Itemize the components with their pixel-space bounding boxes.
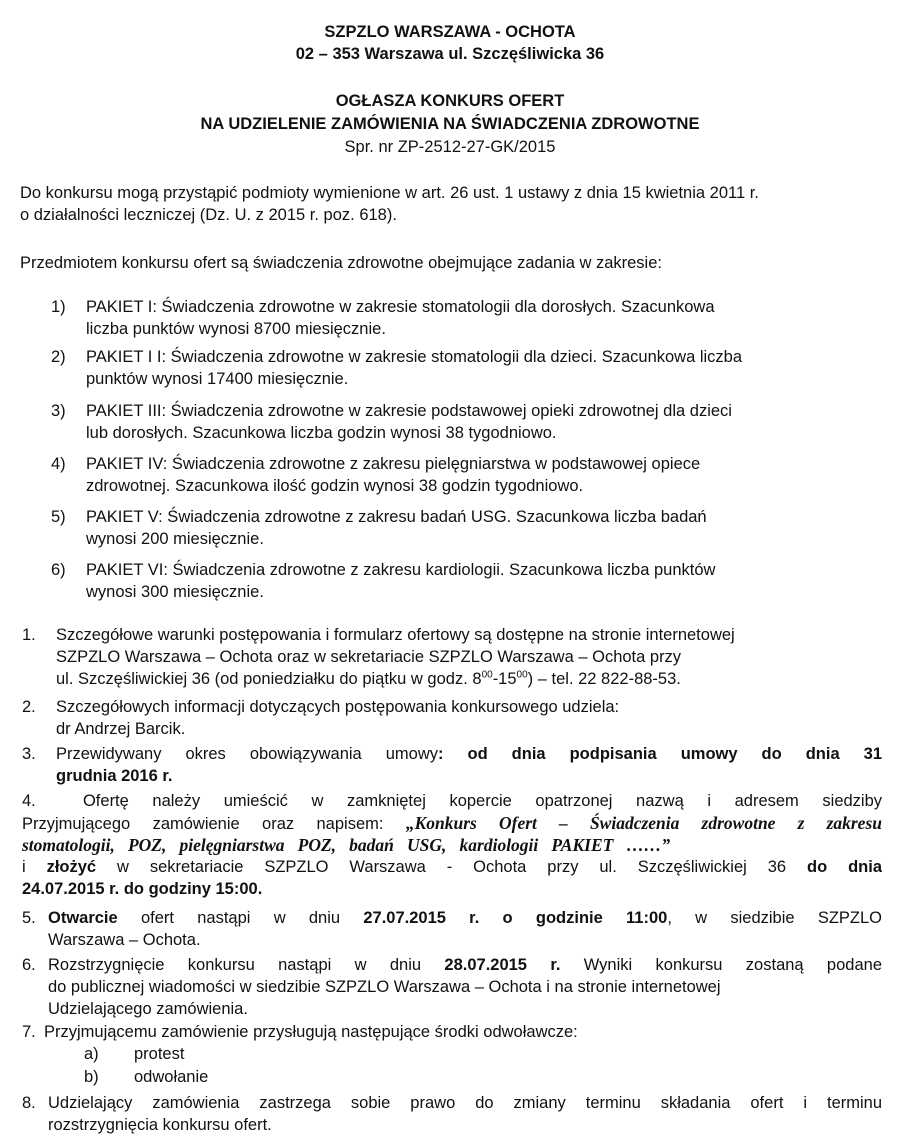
announcement-title: OGŁASZA KONKURS OFERT xyxy=(335,92,565,110)
case-reference: Spr. nr ZP-2512-27-GK/2015 xyxy=(344,138,556,156)
condition-text: Rozstrzygnięcie konkursu nastąpi w dniu 28.07.2015 r. Wyniki konkursu zostaną podane do publicznej wiadomości w siedzibie SZPZLO Warszawa – Ochota i na stronie internetowej Udzielającego zamówienia. xyxy=(48,956,882,1018)
org-name: SZPZLO WARSZAWA - OCHOTA xyxy=(324,23,576,41)
condition-text: Szczegółowych informacji dotyczących postępowania konkursowego udziela: dr Andrzej Barcik. xyxy=(56,698,620,738)
document-page: SZPZLO WARSZAWA - OCHOTA 02 – 353 Warszawa ul. Szczęśliwicka 36 OGŁASZA KONKURS OFERT NA UDZIELENIE ZAMÓWIENIA NA ŚWIADCZENIA ZDROWOTNE Spr. nr ZP-2512-27-GK/2015 Do konkursu mogą przystąpić podmioty wymienione w art. 26 ust. 1 ustawy z dnia 15 kwietnia 2011 r. o działalności leczniczej (Dz. U. z 2015 r. poz. 618). Przedmiotem konkursu ofert są świadczenia zdrowotne obejmujące zadania w zakresie: 1) PAKIET I: Świadczenia zdrowotne w zakresie stomatologii dla dorosłych. Szacunkowa liczba punktów wynosi 8700 miesięcznie. 2) PAKIET I I: Świadczenia zdrowotne w zakresie stomatologii dla dzieci. Szacunkowa liczba punktów wynosi 17400 miesięcznie. 3) PAKIET III: Świadczenia zdrowotne w zakresie podstawowej opieki zdrowotnej dla dzieci lub dorosłych. Szacunkowa liczba godzin wynosi 38 tygodniowo. 4) PAKIET IV: Świadczenia zdrowotne z zakresu pielęgniarstwa w podstawowej opiece zdrowotnej. Szacunkowa ilość godzin wynosi 38 godzin tygodniowo. 5) PAKIET V: Świadczenia zdrowotne z zakresu badań USG. Szacunkowa liczba badań wynosi 200 miesięcznie. 6) PAKIET VI: Świadczenia zdrowotne z zakresu kardiologii. Szacunkowa liczba punktów wynosi 300 miesięcznie. 1. Szczegółowe warunki postępowania i formularz ofertowy są dostępne na stronie internetowej SZPZLO Warszawa – Ochota oraz w sekretariacie SZPZLO Warszawa – Ochota przy ul. Szczęśliwickiej 36 (od poniedziałku do piątku w godz. $8^{00}-15^{00}$) – tel. 22 822-88-53. 2. Szczegółowych informacji dotyczących postępowania konkursowego udziela: dr Andrzej Barcik. 3. Przewidywany okres obowiązywania umowy: od dnia podpisania umowy do dnia 31 grudnia 2016 r. 4. Ofertę należy umieścić w zamkniętej kopercie opatrzonej nazwą i adresem siedziby Przyjmującego zamówienie oraz napisem: „Konkurs Ofert – Świadczenia zdrowotne z zakresu stomatologii, POZ, pielęgniarstwa POZ, badań USG, kardiologii PAKIET ……” i złożyć w sekretariacie SZPZLO Warszawa - Ochota przy ul. Szczęśliwickiej 36 do dnia 24.07.2015 r. do godziny 15:00. 5. Otwarcie ofert nastąpi w dniu 27.07.2015 r. o godzinie 11:00, w siedzibie SZPZLO Warszawa – Ochota. 6. Rozstrzygnięcie konkursu nastąpi w dniu 28.07.2015 r. Wyniki konkursu zostaną podane do publicznej wiadomości w siedzibie SZPZLO Warszawa – Ochota i na stronie internetowej Udzielającego zamówienia. 7. Przyjmującemu zamówienie przysługują następujące środki odwoławcze: a) protest b) odwołanie 8. Udzielający zamówienia zastrzega sobie prawo do zmiany terminu składania ofert i terminu rozstrzygnięcia konkursu ofert. xyxy=(0,0,900,1142)
condition-text: 4. Ofertę należy umieścić w zamkniętej kopercie opatrzonej nazwą i adresem siedziby Przyjmującego zamówienie oraz napisem: „Konkurs Ofert – Świadczenia zdrowotne z zakresu stomatologii, POZ, pielęgniarstwa POZ, badań USG, kardiologii PAKIET ……” i złożyć w sekretariacie SZPZLO Warszawa - Ochota przy ul. Szczęśliwickiej 36 do dnia 24.07.2015 r. do godziny 15:00. xyxy=(22,792,882,898)
remedy-appeal: odwołanie xyxy=(134,1068,209,1086)
intro-line: o działalności leczniczej (Dz. U. z 2015 r. poz. 618). xyxy=(20,206,397,224)
condition-text: Otwarcie ofert nastąpi w dniu 27.07.2015 r. o godzinie 11:00, w siedzibie SZPZLO Warszawa – Ochota. xyxy=(48,909,882,949)
intro-line: Do konkursu mogą przystąpić podmioty wymienione w art. 26 ust. 1 ustawy z dnia 15 kwietnia 2011 r. xyxy=(20,184,759,202)
condition-text: Udzielający zamówienia zastrzega sobie prawo do zmiany terminu składania ofert i terminu rozstrzygnięcia konkursu ofert. xyxy=(48,1094,882,1134)
condition-text: Przyjmującemu zamówienie przysługują następujące środki odwoławcze: xyxy=(44,1023,578,1041)
org-address: 02 – 353 Warszawa ul. Szczęśliwicka 36 xyxy=(295,45,605,63)
intro-paragraph-1 xyxy=(20,182,882,226)
announcement-subtitle: NA UDZIELENIE ZAMÓWIENIA NA ŚWIADCZENIA ZDROWOTNE xyxy=(200,115,700,133)
condition-text: Szczegółowe warunki postępowania i formularz ofertowy są dostępne na stronie internetowej SZPZLO Warszawa – Ochota oraz w sekretariacie SZPZLO Warszawa – Ochota przy ul. Szczęśliwickiej 36 (od poniedziałku do piątku w godz. $8^{00}-15^{00}$) – tel. 22 822-88-53. xyxy=(56,626,735,688)
intro-paragraph-2: Przedmiotem konkursu ofert są świadczenia zdrowotne obejmujące zadania w zakresie: xyxy=(20,254,662,272)
condition-text: Przewidywany okres obowiązywania umowy: od dnia podpisania umowy do dnia 31 grudnia 2016 r. xyxy=(56,745,882,785)
remedy-protest: protest xyxy=(134,1045,185,1063)
